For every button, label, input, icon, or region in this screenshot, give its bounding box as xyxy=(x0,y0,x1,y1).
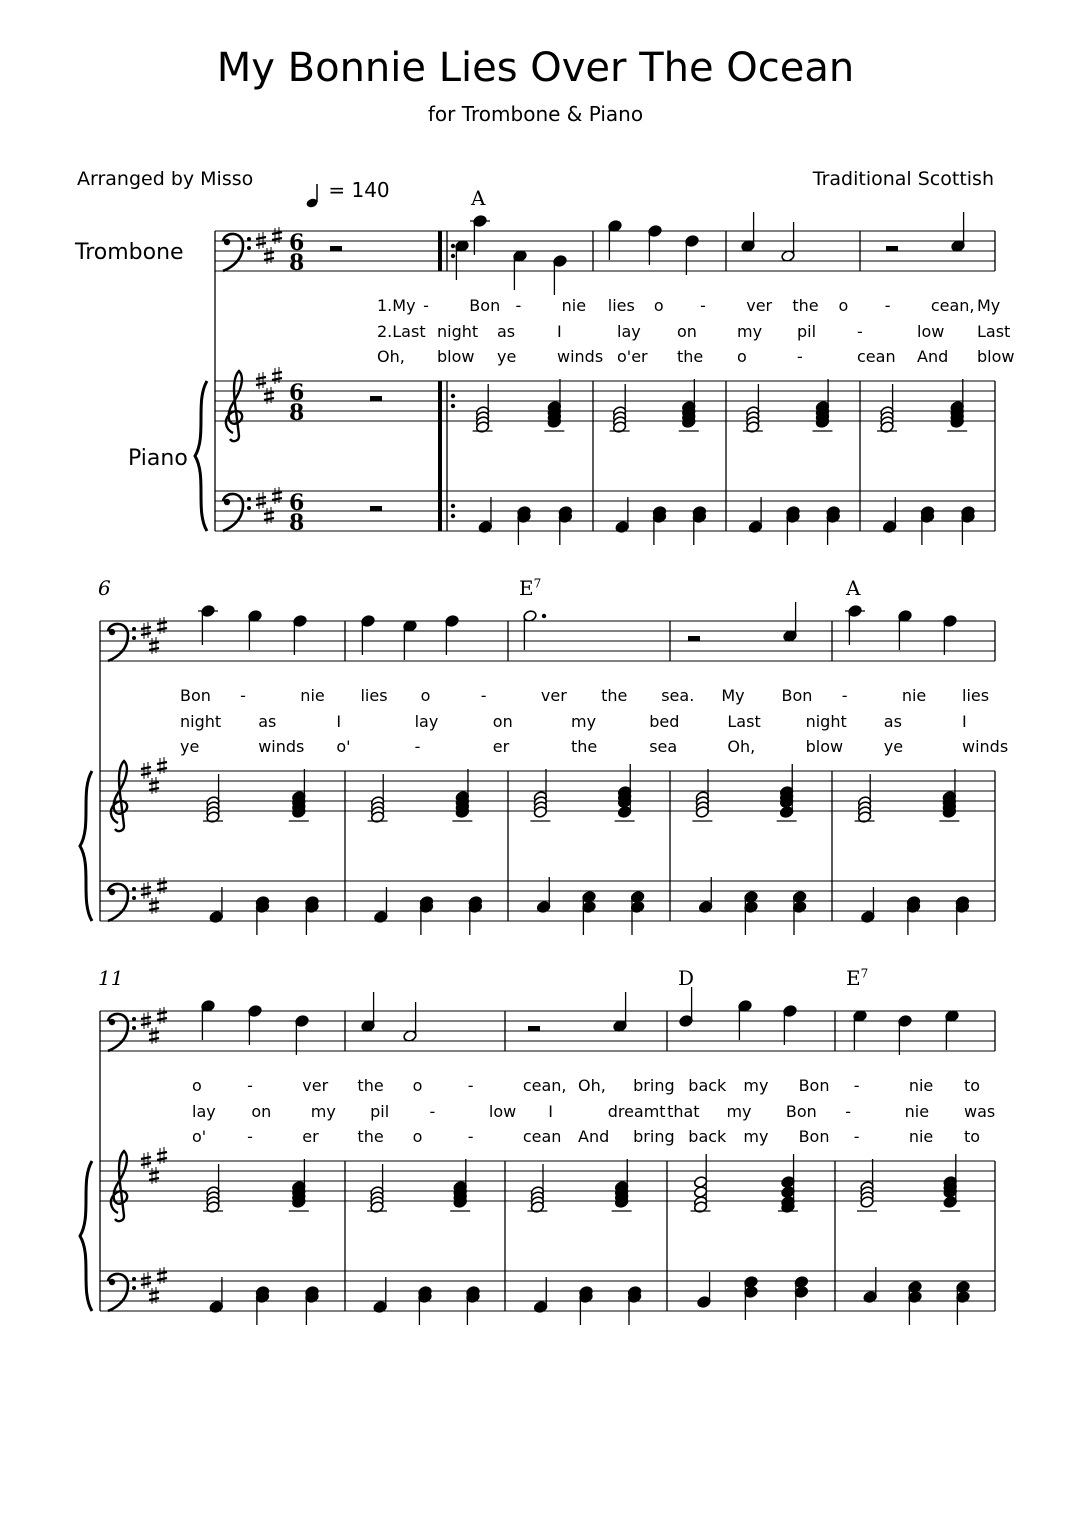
sharp-icon xyxy=(256,237,266,239)
half-rest-icon xyxy=(330,246,342,251)
half-rest-icon xyxy=(528,1026,540,1031)
sharp-icon xyxy=(157,1158,167,1160)
sharp-icon xyxy=(272,378,282,380)
augmentation-dot xyxy=(451,514,455,518)
lyric-syllable: - xyxy=(853,1127,860,1146)
lyric-syllable: sea xyxy=(649,737,678,756)
time-signature: 6 xyxy=(289,230,305,256)
augmentation-dot xyxy=(451,504,455,508)
sharp-icon xyxy=(149,788,159,790)
lyric-syllable: blow xyxy=(805,737,844,756)
lyric-syllable: that xyxy=(667,1102,700,1121)
half-rest-icon xyxy=(370,506,382,511)
lyric-syllable: ye xyxy=(497,347,517,366)
lyric-syllable: the xyxy=(601,686,628,705)
lyric-syllable: low xyxy=(917,322,945,341)
trombone-label: Trombone xyxy=(75,240,184,265)
sharp-icon xyxy=(272,232,282,234)
lyric-syllable: cean, xyxy=(522,1076,567,1095)
lyric-syllable: lies xyxy=(962,686,990,705)
lyric-syllable: cean, xyxy=(930,296,975,315)
sharp-icon xyxy=(141,1283,151,1285)
lyric-syllable: Bon xyxy=(798,1127,830,1146)
augmentation-dot xyxy=(451,404,455,408)
sharp-icon xyxy=(141,1277,151,1279)
lyric-syllable: my xyxy=(743,1076,769,1095)
sharp-icon xyxy=(264,252,274,254)
sharp-icon xyxy=(264,258,274,260)
sharp-icon xyxy=(272,498,282,500)
sharp-icon xyxy=(256,383,266,385)
lyric-syllable: my xyxy=(310,1102,336,1121)
lyric-syllable: dreamt xyxy=(607,1102,666,1121)
chord-symbol: D xyxy=(678,966,695,990)
lyric-syllable: nie xyxy=(561,296,587,315)
lyric-syllable: I xyxy=(557,322,562,341)
lyric-syllable: to xyxy=(964,1076,981,1095)
sharp-icon xyxy=(157,768,167,770)
lyric-syllable: - xyxy=(845,1102,851,1121)
sharp-icon xyxy=(264,518,274,520)
sharp-icon xyxy=(157,1012,167,1014)
sharp-icon xyxy=(149,1032,159,1034)
bass-clef-dot xyxy=(109,1019,115,1025)
lyric-syllable: Last xyxy=(977,322,1011,341)
augmentation-dot xyxy=(451,244,455,248)
sharp-icon xyxy=(149,1292,159,1294)
sharp-icon xyxy=(141,887,151,889)
lyric-syllable: Bon xyxy=(469,296,501,315)
lyric-syllable: - xyxy=(467,1076,474,1095)
piano-brace xyxy=(195,381,207,531)
lyric-syllable: cean xyxy=(522,1127,562,1146)
bass-clef-dot xyxy=(109,629,115,635)
sharp-icon xyxy=(157,1018,167,1020)
lyric-syllable: - xyxy=(247,1127,253,1146)
lyric-syllable: winds xyxy=(258,737,305,756)
lyric-syllable: on xyxy=(251,1102,272,1121)
sharp-icon xyxy=(141,627,151,629)
score-title: My Bonnie Lies Over The Ocean xyxy=(216,45,855,91)
lyric-syllable: ye xyxy=(180,737,200,756)
lyric-syllable: o' xyxy=(336,737,351,756)
lyric-syllable: as xyxy=(497,322,516,341)
lyric-syllable: o'er xyxy=(617,347,648,366)
lyric-syllable: sea. xyxy=(661,686,695,705)
lyric-syllable: - xyxy=(240,686,246,705)
lyric-syllable: - xyxy=(884,296,891,315)
lyric-syllable: - xyxy=(480,686,487,705)
lyric-syllable: - xyxy=(700,296,706,315)
lyric-syllable: Bon xyxy=(798,1076,830,1095)
sharp-icon xyxy=(264,398,274,400)
lyric-syllable: nie xyxy=(300,686,325,705)
lyric-syllable: My xyxy=(721,686,745,705)
lyric-syllable: Bon xyxy=(781,686,813,705)
lyric-syllable: lay xyxy=(617,322,641,341)
sharp-icon xyxy=(256,497,266,499)
sharp-icon xyxy=(157,1278,167,1280)
lyric-syllable: - xyxy=(797,347,803,366)
lyric-syllable: winds xyxy=(962,737,1009,756)
lyric-syllable: bring xyxy=(633,1127,675,1146)
lyric-syllable: ver xyxy=(302,1076,329,1095)
lyric-syllable: I xyxy=(336,712,342,731)
sharp-icon xyxy=(157,1152,167,1154)
bass-clef-dot xyxy=(132,1277,136,1281)
bass-clef-dot xyxy=(132,636,136,640)
lyric-syllable: to xyxy=(964,1127,981,1146)
bass-clef-dot xyxy=(132,1026,136,1030)
half-rest-icon xyxy=(688,636,700,641)
lyric-syllable: o xyxy=(838,296,849,315)
lyric-syllable: - xyxy=(467,1127,474,1146)
bass-clef-dot xyxy=(224,239,230,245)
sharp-icon xyxy=(149,782,159,784)
chord-symbol: $E^7$ xyxy=(519,576,542,600)
measure-number-11: 11 xyxy=(98,966,124,990)
bass-clef-dot xyxy=(247,237,251,241)
time-signature: 6 xyxy=(289,490,305,516)
lyric-syllable: my xyxy=(743,1127,769,1146)
lyric-syllable: Last xyxy=(727,712,761,731)
sharp-icon xyxy=(149,648,159,650)
lyric-syllable: er xyxy=(492,737,510,756)
lyric-syllable: - xyxy=(515,296,522,315)
lyric-syllable: Oh, xyxy=(578,1076,606,1095)
time-signature: 8 xyxy=(289,250,305,276)
bass-clef-dot xyxy=(109,1279,115,1285)
lyric-syllable: - xyxy=(857,322,863,341)
lyric-syllable: Bon xyxy=(180,686,211,705)
lyric-syllable: my xyxy=(737,322,763,341)
lyric-syllable: o xyxy=(653,296,664,315)
lyric-syllable: nie xyxy=(901,686,927,705)
lyric-syllable: And xyxy=(917,347,949,366)
time-signature: 8 xyxy=(289,400,305,426)
lyric-syllable: my xyxy=(726,1102,752,1121)
lyric-syllable: - xyxy=(429,1102,436,1121)
lyric-syllable: o xyxy=(192,1076,202,1095)
lyric-syllable: - xyxy=(423,296,429,315)
lyric-syllable: the xyxy=(357,1076,384,1095)
lyric-syllable: ver xyxy=(540,686,567,705)
bass-clef-dot xyxy=(132,627,136,631)
lyric-syllable: I xyxy=(962,712,967,731)
score-subtitle: for Trombone & Piano xyxy=(427,102,644,126)
lyric-syllable: back xyxy=(688,1127,727,1146)
bass-clef-dot xyxy=(247,246,251,250)
sharp-icon xyxy=(141,893,151,895)
sharp-icon xyxy=(141,1017,151,1019)
lyric-syllable: o xyxy=(412,1076,423,1095)
sharp-icon xyxy=(141,1163,151,1165)
lyric-syllable: My xyxy=(977,296,1001,315)
sharp-icon xyxy=(149,642,159,644)
lyric-syllable: as xyxy=(883,712,902,731)
lyric-syllable: nie xyxy=(908,1076,934,1095)
chord-symbol: A xyxy=(846,576,861,600)
lyric-syllable: ye xyxy=(883,737,904,756)
lyric-syllable: Bon xyxy=(785,1102,817,1121)
lyric-syllable: nie xyxy=(904,1102,930,1121)
sharp-icon xyxy=(149,902,159,904)
lyric-syllable: 1.My xyxy=(377,296,416,315)
composer-credit: Traditional Scottish xyxy=(812,168,994,190)
lyric-syllable: on xyxy=(492,712,513,731)
lyric-syllable: low xyxy=(488,1102,517,1121)
lyric-syllable: back xyxy=(688,1076,727,1095)
half-rest-icon xyxy=(370,396,382,401)
lyric-syllable: And xyxy=(578,1127,610,1146)
sharp-icon xyxy=(272,492,282,494)
lyric-syllable: - xyxy=(853,1076,860,1095)
chord-symbol: A xyxy=(471,186,486,210)
lyric-syllable: o xyxy=(420,686,431,705)
lyric-syllable: night xyxy=(180,712,222,731)
piano-brace xyxy=(80,771,92,921)
tempo-value: = 140 xyxy=(328,178,390,202)
sharp-icon xyxy=(141,767,151,769)
sharp-icon xyxy=(272,238,282,240)
lyric-syllable: - xyxy=(414,737,421,756)
lyric-syllable: my xyxy=(571,712,597,731)
augmentation-dot xyxy=(451,394,455,398)
lyric-syllable: - xyxy=(841,686,848,705)
sharp-icon xyxy=(157,762,167,764)
lyric-syllable: lay xyxy=(192,1102,216,1121)
sharp-icon xyxy=(256,377,266,379)
lyric-syllable: blow xyxy=(437,347,475,366)
lyric-syllable: pil xyxy=(797,322,817,341)
lyric-syllable: cean xyxy=(857,347,896,366)
bass-clef-dot xyxy=(247,497,251,501)
sharp-icon xyxy=(256,243,266,245)
lyric-syllable: nie xyxy=(908,1127,934,1146)
lyric-syllable: bring xyxy=(633,1076,675,1095)
lyric-syllable: the xyxy=(677,347,704,366)
sharp-icon xyxy=(256,503,266,505)
lyric-syllable: o' xyxy=(192,1127,207,1146)
chord-symbol: $E^7$ xyxy=(846,966,869,990)
sharp-icon xyxy=(157,628,167,630)
sharp-icon xyxy=(149,1298,159,1300)
sharp-icon xyxy=(157,1272,167,1274)
augmentation-dot xyxy=(542,614,546,618)
sharp-icon xyxy=(141,773,151,775)
bass-clef-dot xyxy=(132,887,136,891)
sharp-icon xyxy=(149,1178,159,1180)
half-rest-icon xyxy=(886,246,898,251)
lyric-syllable: was xyxy=(964,1102,996,1121)
lyric-syllable: pil xyxy=(370,1102,390,1121)
lyric-syllable: ver xyxy=(746,296,773,315)
sharp-icon xyxy=(141,1023,151,1025)
lyric-syllable: night xyxy=(805,712,847,731)
bass-clef-dot xyxy=(132,1017,136,1021)
bass-clef-dot xyxy=(109,889,115,895)
sharp-icon xyxy=(149,1038,159,1040)
lyric-syllable: I xyxy=(548,1102,554,1121)
bass-clef-dot xyxy=(132,896,136,900)
lyric-syllable: er xyxy=(302,1127,319,1146)
lyric-syllable: the xyxy=(571,737,598,756)
bass-clef-dot xyxy=(132,1286,136,1290)
piano-label: Piano xyxy=(128,446,188,471)
sharp-icon xyxy=(272,372,282,374)
sharp-icon xyxy=(157,882,167,884)
lyric-syllable: lies xyxy=(607,296,635,315)
sharp-icon xyxy=(149,1172,159,1174)
arranger-credit: Arranged by Misso xyxy=(77,168,254,190)
time-signature: 8 xyxy=(289,510,305,536)
bass-clef-dot xyxy=(224,499,230,505)
sharp-icon xyxy=(264,512,274,514)
bass-clef-dot xyxy=(247,506,251,510)
sharp-icon xyxy=(141,1157,151,1159)
sharp-icon xyxy=(157,622,167,624)
lyric-syllable: o xyxy=(737,347,747,366)
lyric-syllable: bed xyxy=(649,712,680,731)
lyric-syllable: - xyxy=(247,1076,253,1095)
augmentation-dot xyxy=(451,254,455,258)
measure-number-6: 6 xyxy=(98,576,111,600)
lyric-syllable: as xyxy=(258,712,277,731)
lyric-syllable: Oh, xyxy=(727,737,756,756)
lyric-syllable: o xyxy=(412,1127,423,1146)
lyric-syllable: winds xyxy=(557,347,604,366)
lyric-syllable: Oh, xyxy=(377,347,405,366)
lyric-syllable: lay xyxy=(414,712,439,731)
lyric-syllable: lies xyxy=(360,686,388,705)
lyric-syllable: on xyxy=(677,322,697,341)
time-signature: 6 xyxy=(289,380,305,406)
sharp-icon xyxy=(141,633,151,635)
lyric-syllable: the xyxy=(792,296,819,315)
lyric-syllable: blow xyxy=(977,347,1015,366)
sharp-icon xyxy=(157,888,167,890)
piano-brace xyxy=(80,1161,92,1311)
sharp-icon xyxy=(264,392,274,394)
lyric-syllable: 2.Last xyxy=(377,322,426,341)
lyric-syllable: night xyxy=(437,322,479,341)
sharp-icon xyxy=(149,908,159,910)
lyric-syllable: the xyxy=(357,1127,384,1146)
